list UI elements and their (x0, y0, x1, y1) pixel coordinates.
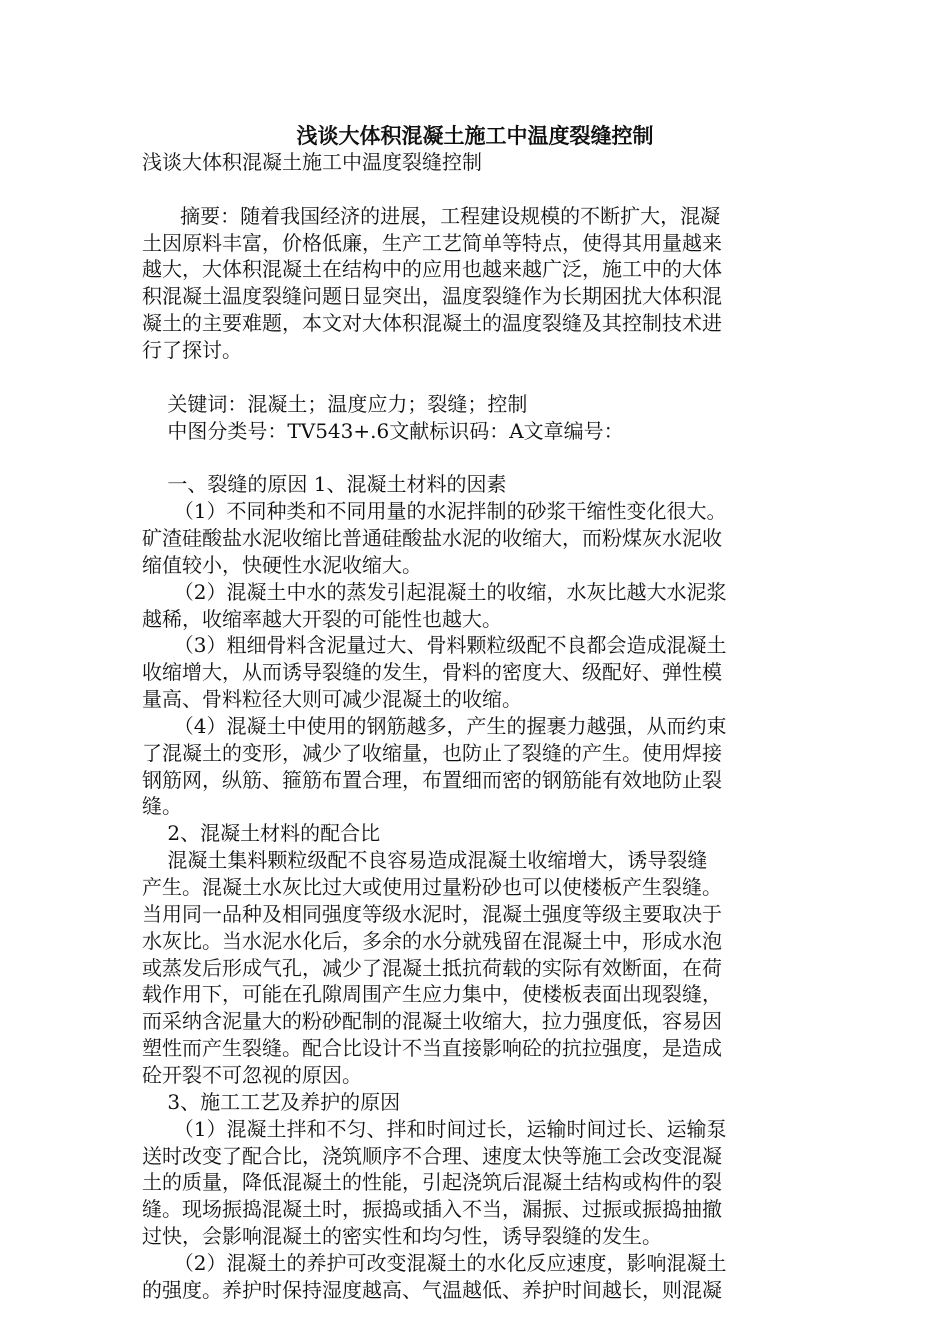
body-line: 产生。混凝土水灰比过大或使用过量粉砂也可以使楼板产生裂缝。 (142, 875, 722, 899)
body-line: （2）混凝土中水的蒸发引起混凝土的收缩，水灰比越大水泥浆 (142, 579, 727, 604)
body-line: 2、混凝土材料的配合比 (142, 821, 381, 846)
body-line: 浅谈大体积混凝土施工中温度裂缝控制 (142, 150, 482, 174)
body-line: 载作用下，可能在孔隙周围产生应力集中，使楼板表面出现裂缝， (142, 982, 722, 1007)
body-line: 了混凝土的变形，减少了收缩量，也防止了裂缝的产生。使用焊接 (142, 740, 722, 765)
body-line: 土因原料丰富，价格低廉，生产工艺简单等特点，使得其用量越来 (142, 230, 722, 255)
body-line: 关键词：混凝土；温度应力；裂缝；控制 (142, 391, 528, 416)
body-line: 而采纳含泥量大的粉砂配制的混凝土收缩大，拉力强度低，容易因 (142, 1009, 722, 1034)
body-line: 中图分类号：TV543+.6文献标识码：A文章编号： (142, 418, 624, 443)
body-line: 的强度。养护时保持湿度越高、气温越低、养护时间越长，则混凝 (142, 1277, 722, 1302)
body-line: 摘要：随着我国经济的进展，工程建设规模的不断扩大，混凝 (142, 203, 721, 228)
body-line: 量高、骨料粒径大则可减少混凝土的收缩。 (142, 687, 522, 711)
body-line: 一、裂缝的原因 1、混凝土材料的因素 (142, 472, 507, 497)
body-line: 越大，大体积混凝土在结构中的应用也越来越广泛，施工中的大体 (142, 257, 722, 282)
body-line: 当用同一品种及相同强度等级水泥时，混凝土强度等级主要取决于 (142, 901, 722, 926)
body-line: 凝土的主要难题，本文对大体积混凝土的温度裂缝及其控制技术进 (142, 311, 722, 336)
body-line: （1）不同种类和不同用量的水泥拌制的砂浆干缩性变化很大。 (142, 499, 727, 524)
body-line: 收缩增大，从而诱导裂缝的发生，骨料的密度大、级配好、弹性模 (142, 660, 722, 685)
body-line: 塑性而产生裂缝。配合比设计不当直接影响砼的抗拉强度，是造成 (142, 1036, 722, 1061)
body-line: （1）混凝土拌和不匀、拌和时间过长，运输时间过长、运输泵 (142, 1116, 727, 1141)
body-line: 砼开裂不可忽视的原因。 (142, 1062, 362, 1087)
body-line: （3）粗细骨料含泥量过大、骨料颗粒级配不良都会造成混凝土 (142, 633, 727, 658)
body-line: 或蒸发后形成气孔，减少了混凝土抵抗荷载的实际有效断面，在荷 (142, 955, 722, 980)
body-line: 矿渣硅酸盐水泥收缩比普通硅酸盐水泥的收缩大，而粉煤灰水泥收 (142, 525, 722, 550)
body-line: （4）混凝土中使用的钢筋越多，产生的握裹力越强，从而约束 (142, 713, 727, 738)
body-line: 水灰比。当水泥水化后，多余的水分就残留在混凝土中，形成水泡 (142, 928, 722, 953)
body-line: 缝。 (142, 794, 182, 819)
body-line: 3、施工工艺及养护的原因 (142, 1089, 401, 1114)
body-line: 过快，会影响混凝土的密实性和均匀性，诱导裂缝的发生。 (142, 1224, 662, 1248)
body-line: 缝。现场振捣混凝土时，振捣或插入不当，漏振、过振或振捣抽撤 (142, 1197, 722, 1222)
body-line: 越稀，收缩率越大开裂的可能性也越大。 (142, 606, 502, 631)
body-line: 积混凝土温度裂缝问题日显突出，温度裂缝作为长期困扰大体积混 (142, 284, 722, 309)
body-line: 钢筋网，纵筋、箍筋布置合理，布置细而密的钢筋能有效地防止裂 (142, 767, 722, 792)
body-line: 土的质量，降低混凝土的性能，引起浇筑后混凝土结构或构件的裂 (142, 1170, 722, 1195)
body-line: （2）混凝土的养护可改变混凝土的水化反应速度，影响混凝土 (142, 1250, 727, 1275)
document-title: 浅谈大体积混凝土施工中温度裂缝控制 (296, 123, 654, 148)
body-line: 缩值较小，快硬性水泥收缩大。 (142, 552, 422, 577)
body-line: 混凝土集料颗粒级配不良容易造成混凝土收缩增大，诱导裂缝 (142, 848, 708, 873)
body-line: 送时改变了配合比，浇筑顺序不合理、速度太快等施工会改变混凝 (142, 1143, 722, 1168)
body-line: 行了探讨。 (142, 338, 242, 362)
